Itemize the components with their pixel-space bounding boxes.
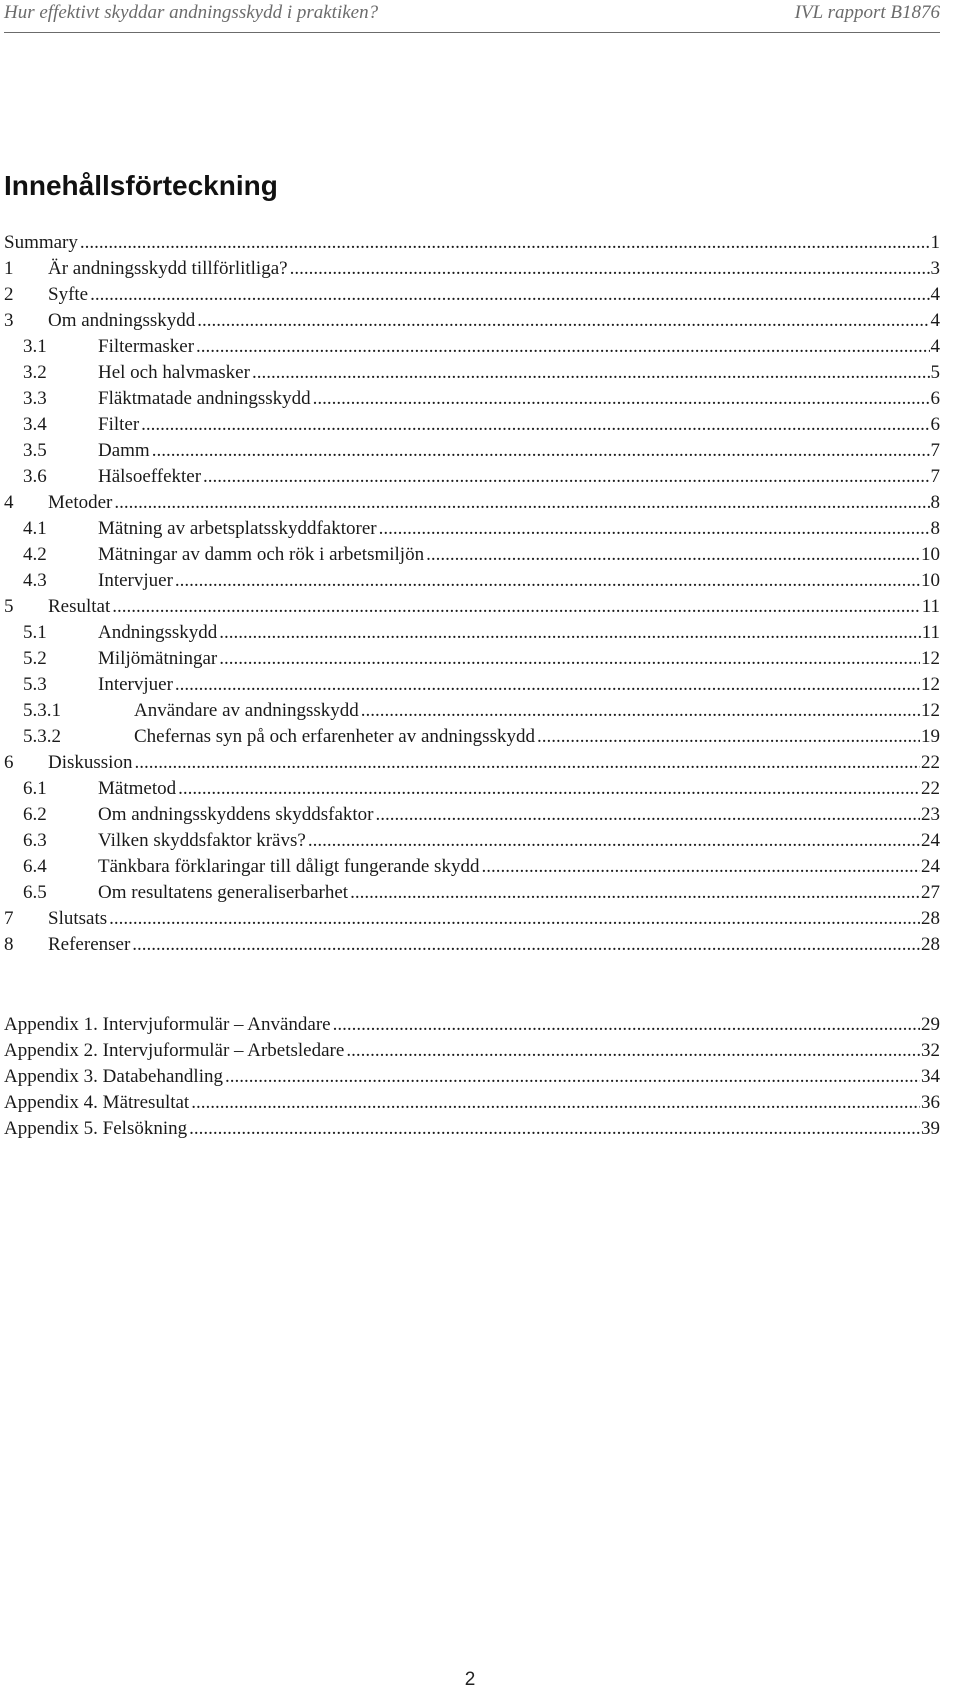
toc-entry[interactable] [0, 516, 960, 542]
toc-entry-number: 3.2 [23, 362, 47, 383]
toc-entry-page: 7 [930, 464, 941, 490]
toc-entry-label: Summary [4, 230, 80, 256]
toc-entry-page: 12 [920, 698, 940, 724]
toc-entry-label: Hel och halvmasker [98, 360, 252, 386]
toc-entry-number: 6.4 [23, 856, 47, 877]
toc-entry[interactable] [0, 438, 960, 464]
toc-entry[interactable] [0, 1116, 960, 1142]
toc-entry-number: 4.2 [23, 544, 47, 565]
toc-entry-page: 3 [930, 256, 941, 282]
toc-entry-number: 5 [4, 596, 14, 617]
toc-entry[interactable] [0, 672, 960, 698]
toc-entry-page: 27 [920, 880, 940, 906]
toc-entry-label: Om resultatens generaliserbarhet [98, 880, 350, 906]
toc-entry[interactable] [0, 724, 960, 750]
toc-dot-leader [225, 1064, 920, 1090]
header-divider [4, 32, 940, 33]
toc-entry-number: 3.4 [23, 414, 47, 435]
toc-entry[interactable] [0, 750, 960, 776]
toc-entry-label: Appendix 1. Intervjuformulär – Användare [4, 1012, 333, 1038]
toc-entry-number: 3 [4, 310, 14, 331]
toc-entry-page: 39 [920, 1116, 940, 1142]
toc-entry-page: 4 [930, 282, 941, 308]
toc-entry[interactable] [0, 880, 960, 906]
toc-entry[interactable] [0, 282, 960, 308]
toc-entry[interactable] [0, 594, 960, 620]
toc-entry-page: 34 [920, 1064, 940, 1090]
toc-dot-leader [114, 490, 929, 516]
toc-entry-page: 22 [920, 750, 940, 776]
toc-entry-number: 1 [4, 258, 14, 279]
toc-entry-page: 10 [920, 542, 940, 568]
toc-entry-page: 4 [930, 334, 941, 360]
toc-entry[interactable] [0, 464, 960, 490]
toc-entry-label: Mätmetod [98, 776, 178, 802]
toc-dot-leader [189, 1116, 920, 1142]
toc-dot-leader [90, 282, 929, 308]
toc-entry-label: Filter [98, 412, 141, 438]
toc-entry-number: 5.3 [23, 674, 47, 695]
toc-entry-number: 3.5 [23, 440, 47, 461]
toc-entry[interactable] [0, 386, 960, 412]
toc-entry[interactable] [0, 490, 960, 516]
toc-entry-number: 6.3 [23, 830, 47, 851]
toc-entry-label: Intervjuer [98, 672, 175, 698]
toc-dot-leader [308, 828, 920, 854]
toc-entry-label: Är andningsskydd tillförlitliga? [48, 256, 290, 282]
toc-entry-label: Chefernas syn på och erfarenheter av andningsskydd [134, 724, 537, 750]
toc-entry-label: Fläktmatade andningsskydd [98, 386, 313, 412]
toc-entry-page: 12 [920, 672, 940, 698]
toc-entry-label: Hälsoeffekter [98, 464, 203, 490]
toc-entry[interactable] [0, 412, 960, 438]
toc-entry-number: 6 [4, 752, 14, 773]
toc-dot-leader [219, 646, 920, 672]
toc-entry-label: Användare av andningsskydd [134, 698, 361, 724]
page-number: 2 [464, 1669, 476, 1690]
toc-dot-leader [80, 230, 930, 256]
header-document-title: Hur effektivt skyddar andningsskydd i praktiken? [4, 2, 379, 23]
toc-entry-number: 4.3 [23, 570, 47, 591]
toc-entry[interactable] [0, 542, 960, 568]
toc-entry[interactable] [0, 308, 960, 334]
toc-entry-label: Intervjuer [98, 568, 175, 594]
toc-entry-number: 3.1 [23, 336, 47, 357]
toc-entry-label: Metoder [48, 490, 114, 516]
toc-dot-leader [481, 854, 920, 880]
toc-entry-label: Syfte [48, 282, 90, 308]
toc-entry[interactable] [0, 932, 960, 958]
toc-dot-leader [313, 386, 930, 412]
toc-entry-page: 1 [930, 230, 941, 256]
toc-entry-number: 5.1 [23, 622, 47, 643]
toc-entry[interactable] [0, 854, 960, 880]
toc-entry[interactable] [0, 1090, 960, 1116]
toc-dot-leader [426, 542, 920, 568]
toc-entry[interactable] [0, 646, 960, 672]
toc-entry-number: 6.2 [23, 804, 47, 825]
toc-entry-label: Om andningsskydd [48, 308, 197, 334]
toc-entry-label: Appendix 4. Mätresultat [4, 1090, 191, 1116]
toc-entry-page: 10 [920, 568, 940, 594]
toc-entry-label: Vilken skyddsfaktor krävs? [98, 828, 308, 854]
toc-entry-page: 22 [920, 776, 940, 802]
toc-entry-page: 36 [920, 1090, 940, 1116]
toc-entry-number: 7 [4, 908, 14, 929]
toc-entry-page: 29 [920, 1012, 940, 1038]
toc-entry-label: Resultat [48, 594, 112, 620]
toc-entry-page: 4 [930, 308, 941, 334]
toc-entry-page: 11 [921, 620, 940, 646]
toc-entry-number: 4.1 [23, 518, 47, 539]
toc-dot-leader [132, 932, 920, 958]
toc-dot-leader [197, 308, 929, 334]
toc-entry[interactable] [0, 1038, 960, 1064]
toc-entry[interactable] [0, 906, 960, 932]
toc-entry[interactable] [0, 698, 960, 724]
toc-entry-label: Tänkbara förklaringar till dåligt fungerande skydd [98, 854, 481, 880]
toc-entry-page: 11 [921, 594, 940, 620]
toc-dot-leader [152, 438, 930, 464]
toc-dot-leader [191, 1090, 920, 1116]
toc-dot-leader [375, 802, 920, 828]
toc-dot-leader [333, 1012, 920, 1038]
toc-entry-number: 6.5 [23, 882, 47, 903]
toc-entry-number: 5.3.1 [23, 700, 61, 721]
toc-dot-leader [134, 750, 920, 776]
page-title: Innehållsförteckning [4, 170, 278, 201]
toc-entry-number: 6.1 [23, 778, 47, 799]
toc-dot-leader [109, 906, 920, 932]
toc-entry-number: 2 [4, 284, 14, 305]
toc-entry-label: Slutsats [48, 906, 109, 932]
toc-entry-page: 8 [930, 490, 941, 516]
toc-entry-label: Mätningar av damm och rök i arbetsmiljön [98, 542, 426, 568]
toc-dot-leader [175, 672, 920, 698]
toc-entry-page: 28 [920, 906, 940, 932]
toc-entry-number: 4 [4, 492, 14, 513]
toc-entry[interactable] [0, 620, 960, 646]
toc-entry-label: Filtermasker [98, 334, 196, 360]
toc-entry-label: Om andningsskyddens skyddsfaktor [98, 802, 375, 828]
toc-entry-page: 28 [920, 932, 940, 958]
toc-entry-number: 3.3 [23, 388, 47, 409]
toc-entry[interactable] [0, 256, 960, 282]
toc-entry-page: 24 [920, 828, 940, 854]
toc-entry-label: Diskussion [48, 750, 134, 776]
toc-dot-leader [350, 880, 920, 906]
toc-entry-number: 5.3.2 [23, 726, 61, 747]
toc-entry-number: 8 [4, 934, 14, 955]
toc-entry[interactable] [0, 360, 960, 386]
toc-entry-label: Damm [98, 438, 152, 464]
toc-entry-page: 23 [920, 802, 940, 828]
header-report-number: IVL rapport B1876 [794, 2, 940, 23]
toc-dot-leader [196, 334, 929, 360]
toc-entry[interactable] [0, 334, 960, 360]
toc-entry[interactable] [0, 568, 960, 594]
toc-dot-leader [175, 568, 920, 594]
toc-entry-label: Referenser [48, 932, 132, 958]
toc-entry-number: 3.6 [23, 466, 47, 487]
toc-dot-leader [290, 256, 930, 282]
toc-entry[interactable] [0, 230, 960, 256]
toc-entry-page: 5 [930, 360, 941, 386]
toc-dot-leader [112, 594, 920, 620]
toc-dot-leader [379, 516, 930, 542]
toc-entry-page: 12 [920, 646, 940, 672]
toc-entry-label: Mätning av arbetsplatsskyddfaktorer [98, 516, 379, 542]
toc-dot-leader [537, 724, 920, 750]
toc-entry-number: 5.2 [23, 648, 47, 669]
toc-dot-leader [346, 1038, 920, 1064]
toc-dot-leader [361, 698, 920, 724]
toc-dot-leader [141, 412, 929, 438]
page-header [0, 0, 960, 32]
toc-entry-page: 24 [920, 854, 940, 880]
toc-dot-leader [178, 776, 920, 802]
toc-entry-label: Appendix 3. Databehandling [4, 1064, 225, 1090]
toc-entry-page: 6 [930, 412, 941, 438]
toc-entry[interactable] [0, 802, 960, 828]
toc-entry-label: Andningsskydd [98, 620, 219, 646]
toc-entry-page: 8 [930, 516, 941, 542]
toc-entry[interactable] [0, 828, 960, 854]
toc-entry-page: 6 [930, 386, 941, 412]
toc-entry-page: 7 [930, 438, 941, 464]
toc-dot-leader [219, 620, 920, 646]
toc-entry-label: Appendix 2. Intervjuformulär – Arbetsledare [4, 1038, 346, 1064]
toc-entry-page: 32 [920, 1038, 940, 1064]
toc-entry[interactable] [0, 1064, 960, 1090]
toc-entry-label: Miljömätningar [98, 646, 219, 672]
toc-dot-leader [252, 360, 930, 386]
toc-entry[interactable] [0, 1012, 960, 1038]
toc-dot-leader [203, 464, 929, 490]
toc-entry[interactable] [0, 776, 960, 802]
toc-entry-label: Appendix 5. Felsökning [4, 1116, 189, 1142]
toc-entry-page: 19 [920, 724, 940, 750]
